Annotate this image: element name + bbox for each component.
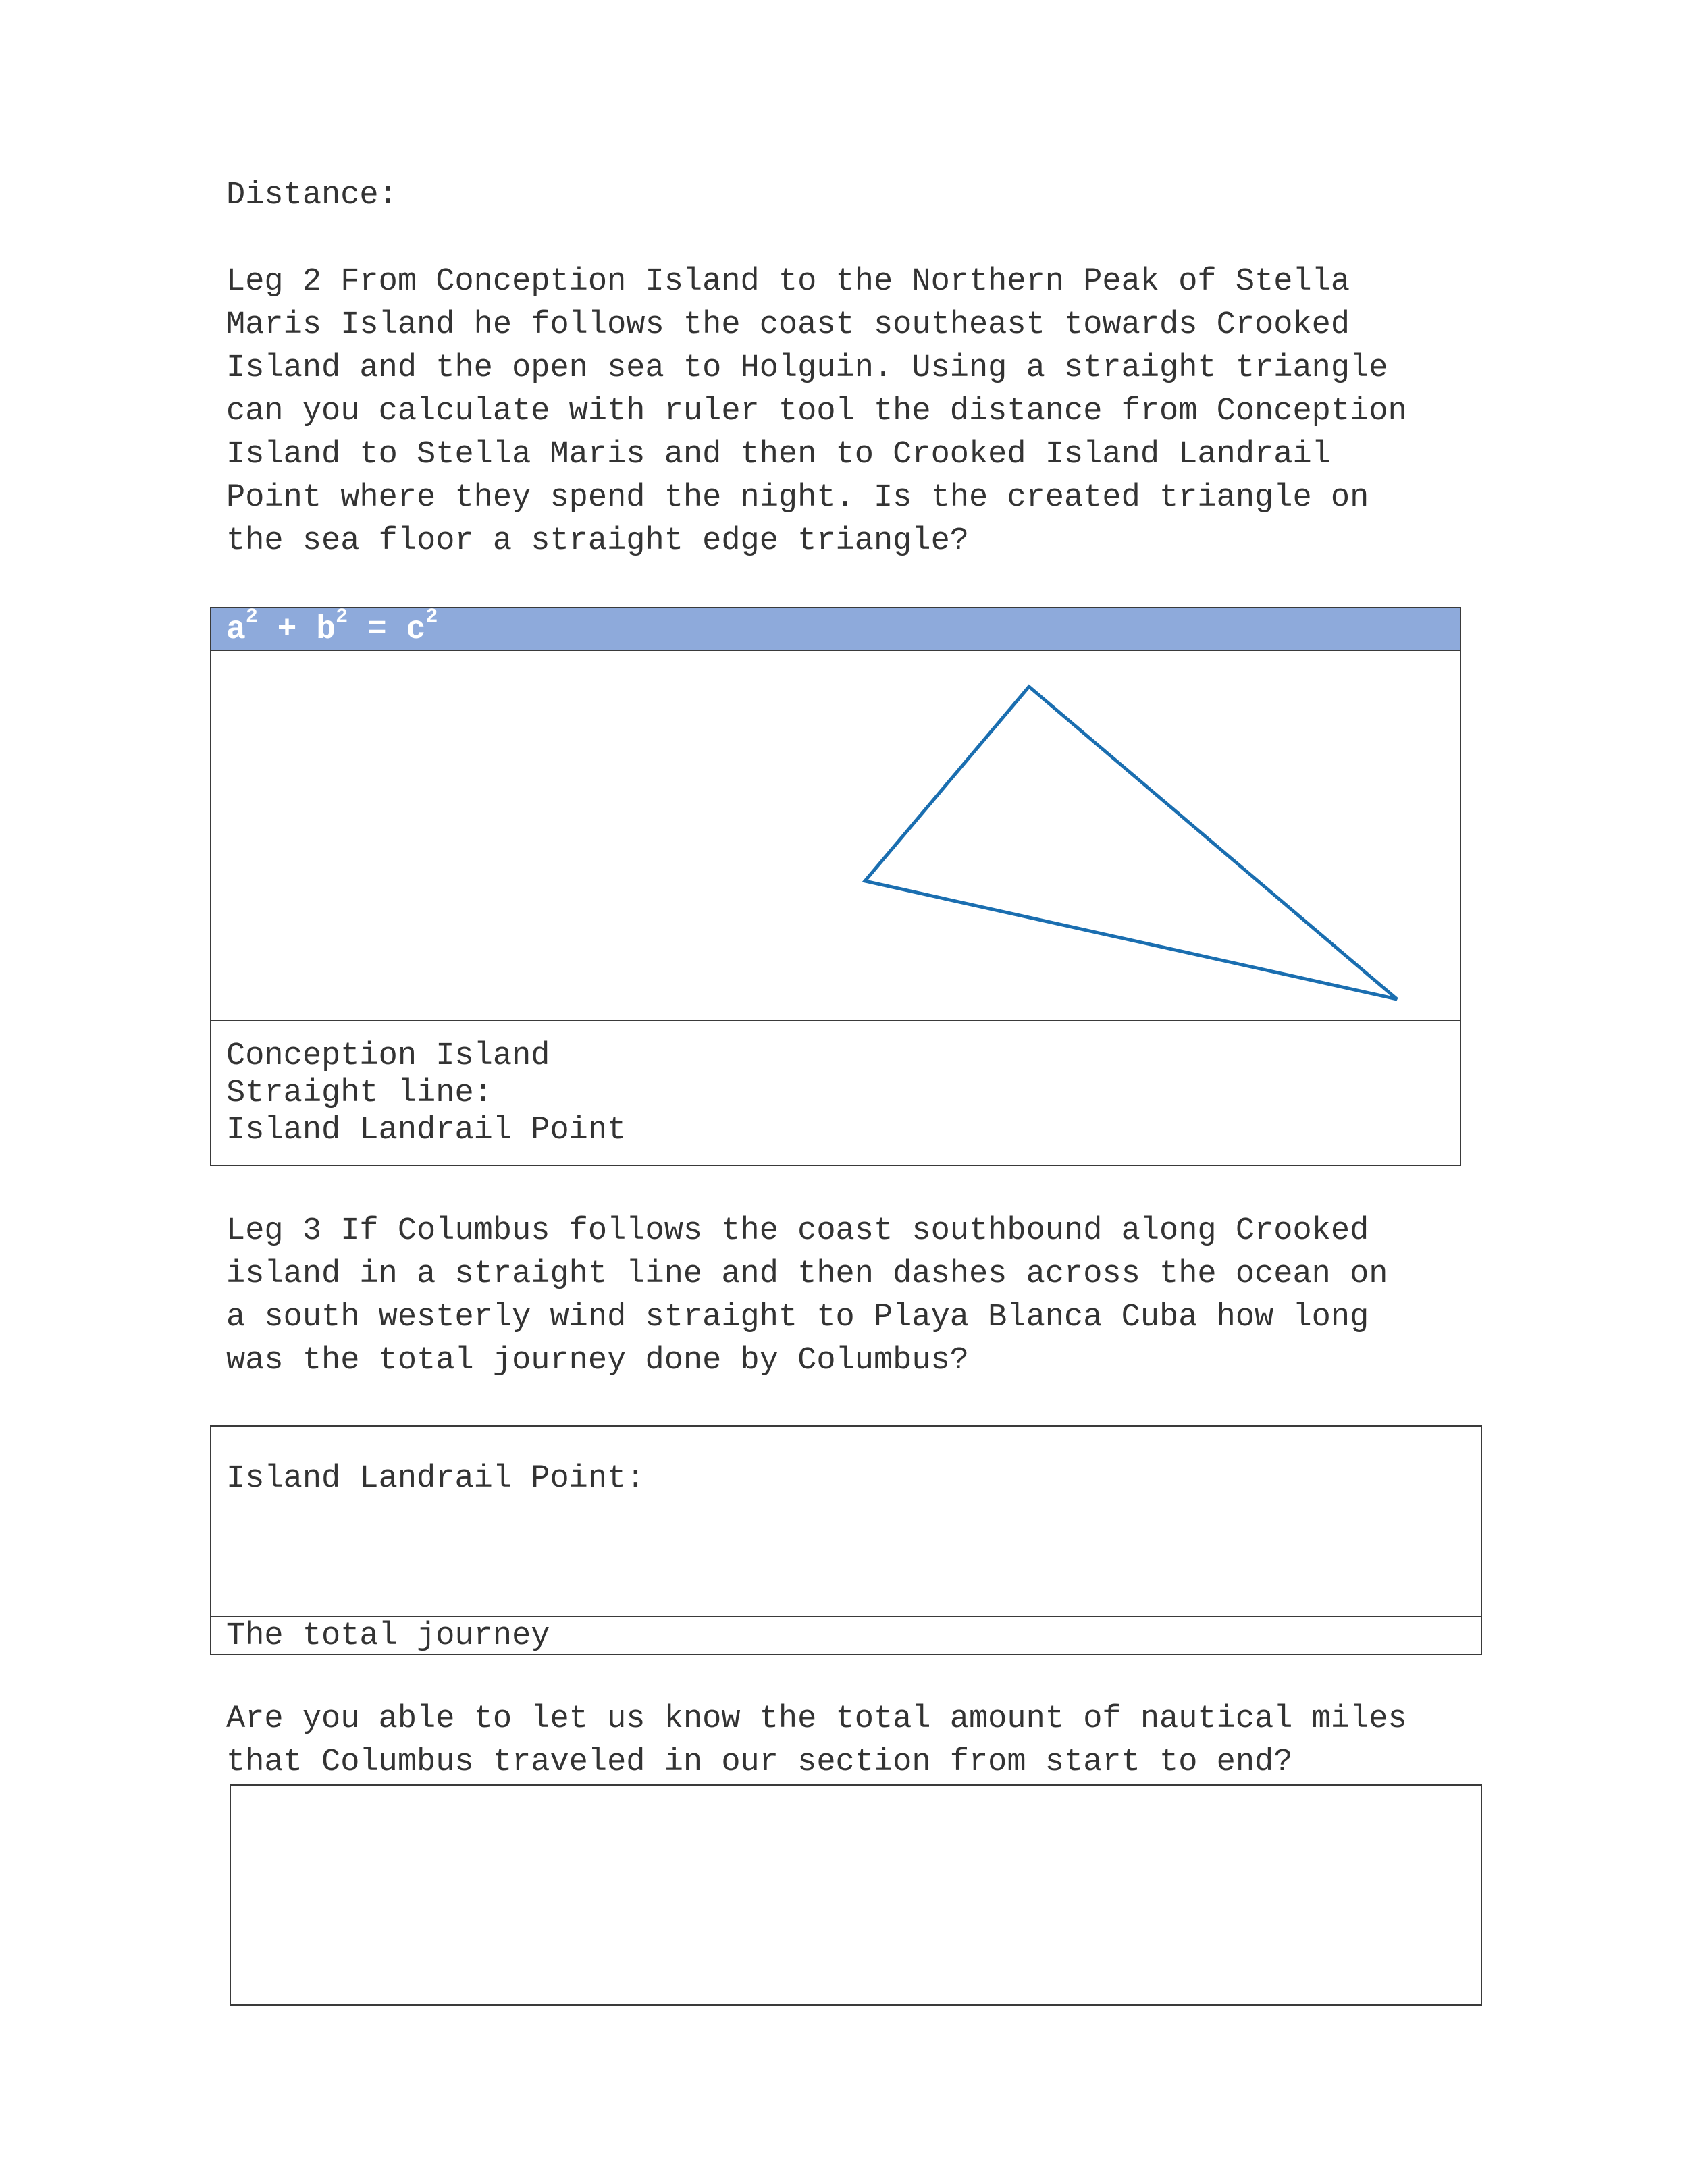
leg2-line: Leg 2 From Conception Island to the Northern Peak of Stella xyxy=(226,264,1350,300)
leg2-line: can you calculate with ruler tool the distance from Conception xyxy=(226,394,1407,429)
formula-c: c xyxy=(406,612,426,648)
formula-b: b xyxy=(316,612,336,648)
formula-a: a xyxy=(226,612,246,648)
leg2-line: Maris Island he follows the coast southeast towards Crooked xyxy=(226,307,1350,343)
label-conception-island: Conception Island xyxy=(226,1038,550,1074)
leg2-line: Point where they spend the night. Is the created triangle on xyxy=(226,480,1369,516)
label-landrail-point: Island Landrail Point xyxy=(226,1113,627,1148)
question-paragraph xyxy=(226,1698,1407,1784)
leg2-paragraph xyxy=(226,261,1407,563)
leg2-line: Island to Stella Maris and then to Crooked Island Landrail xyxy=(226,437,1331,473)
leg2-line: the sea floor a straight edge triangle? xyxy=(226,523,969,559)
journey-total-label: The total journey xyxy=(226,1618,550,1654)
triangle-shape xyxy=(865,687,1397,999)
formula-box xyxy=(210,607,1461,1166)
journey-divider xyxy=(211,1616,1481,1617)
question-line: that Columbus traveled in our section from start to end? xyxy=(226,1744,1293,1780)
formula-exp-a: 2 xyxy=(245,606,258,629)
formula-exp-c: 2 xyxy=(425,606,438,629)
leg2-line: Island and the open sea to Holguin. Using a straight triangle xyxy=(226,350,1388,386)
journey-box xyxy=(210,1425,1482,1655)
formula-plus: + xyxy=(277,612,297,648)
formula-equals: = xyxy=(367,612,387,648)
answer-box[interactable] xyxy=(230,1784,1482,2006)
label-straight-line: Straight line: xyxy=(226,1075,493,1111)
leg3-paragraph xyxy=(226,1210,1388,1383)
section-heading: Distance: xyxy=(226,178,398,213)
leg3-line: Leg 3 If Columbus follows the coast southbound along Crooked xyxy=(226,1213,1369,1249)
formula-labels xyxy=(226,1038,626,1149)
leg3-line: a south westerly wind straight to Playa Blanca Cuba how long xyxy=(226,1300,1369,1335)
leg3-line: was the total journey done by Columbus? xyxy=(226,1343,969,1379)
journey-start-label: Island Landrail Point: xyxy=(226,1461,645,1497)
formula-divider xyxy=(211,1020,1460,1021)
formula-header xyxy=(211,608,1460,651)
formula-exp-b: 2 xyxy=(336,606,348,629)
question-line: Are you able to let us know the total amount of nautical miles xyxy=(226,1701,1407,1737)
triangle-drawing xyxy=(211,651,1459,1020)
leg3-line: island in a straight line and then dashes across the ocean on xyxy=(226,1256,1388,1292)
